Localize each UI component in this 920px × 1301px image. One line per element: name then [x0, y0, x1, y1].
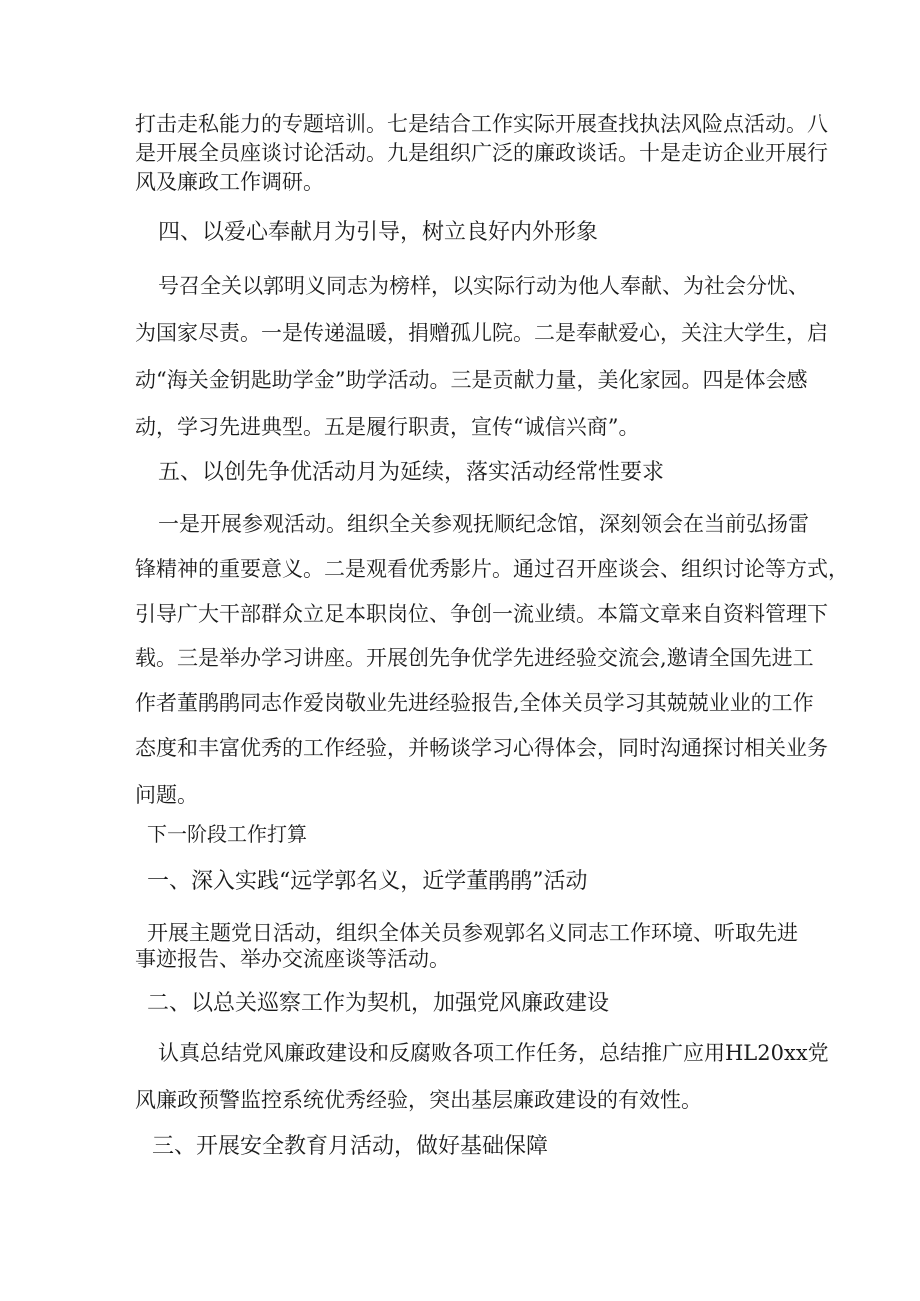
paragraph-3-line-5: 作者董鹃鹃同志作爱岗敬业先进经验报告,全体关员学习其兢兢业业的工作 [135, 691, 814, 715]
heading-next-2: 二、以总关巡察工作为契机，加强党风廉政建设 [147, 991, 610, 1016]
heading-next-3: 三、开展安全教育月活动，做好基础保障 [152, 1134, 549, 1159]
heading-next-1: 一、深入实践“远学郭名义，近学董鹃鹃”活动 [147, 869, 588, 894]
paragraph-3-line-2: 锋精神的重要意义。二是观看优秀影片。通过召开座谈会、组织讨论等方式， [135, 557, 849, 581]
paragraph-2-line-3: 动“海关金钥匙助学金”助学活动。三是贡献力量，美化家园。四是体会感 [135, 368, 808, 392]
paragraph-5-line-1: 认真总结党风廉政建设和反腐败各项工作任务，总结推广应用HL20xx党 [158, 1041, 829, 1065]
section-title-next-stage: 下一阶段工作打算 [147, 822, 307, 846]
paragraph-1-line-1: 打击走私能力的专题培训。七是结合工作实际开展查找执法风险点活动。八 [135, 112, 828, 136]
paragraph-1-line-3: 风及廉政工作调研。 [135, 170, 324, 194]
paragraph-3-line-7: 问题。 [135, 783, 198, 807]
heading-section-4: 四、以爱心奉献月为引导，树立良好内外形象 [158, 220, 599, 245]
paragraph-2-line-4: 动，学习先进典型。五是履行职责，宣传“诚信兴商”。 [135, 415, 640, 439]
paragraph-3-line-3: 引导广大干部群众立足本职岗位、争创一流业绩。本篇文章来自资料管理下 [135, 602, 828, 626]
paragraph-3-line-6: 态度和丰富优秀的工作经验，并畅谈学习心得体会，同时沟通探讨相关业务 [135, 736, 828, 760]
paragraph-4-line-2: 事迹报告、举办交流座谈等活动。 [135, 947, 450, 971]
paragraph-3-line-4: 载。三是举办学习讲座。开展创先争优学先进经验交流会,邀请全国先进工 [135, 646, 814, 670]
paragraph-1-line-2: 是开展全员座谈讨论活动。九是组织广泛的廉政谈话。十是走访企业开展行 [135, 141, 828, 165]
paragraph-2-line-1: 号召全关以郭明义同志为榜样，以实际行动为他人奉献、为社会分忧、 [158, 274, 809, 298]
heading-section-5: 五、以创先争优活动月为延续，落实活动经常性要求 [158, 460, 665, 485]
paragraph-5-line-2: 风廉政预警监控系统优秀经验，突出基层廉政建设的有效性。 [135, 1088, 702, 1112]
paragraph-4-line-1: 开展主题党日活动，组织全体关员参观郭名义同志工作环境、听取先进 [147, 921, 798, 945]
paragraph-2-line-2: 为国家尽责。一是传递温暖，捐赠孤儿院。二是奉献爱心，关注大学生，启 [135, 321, 828, 345]
paragraph-3-line-1: 一是开展参观活动。组织全关参观抚顺纪念馆，深刻领会在当前弘扬雷 [158, 512, 809, 536]
